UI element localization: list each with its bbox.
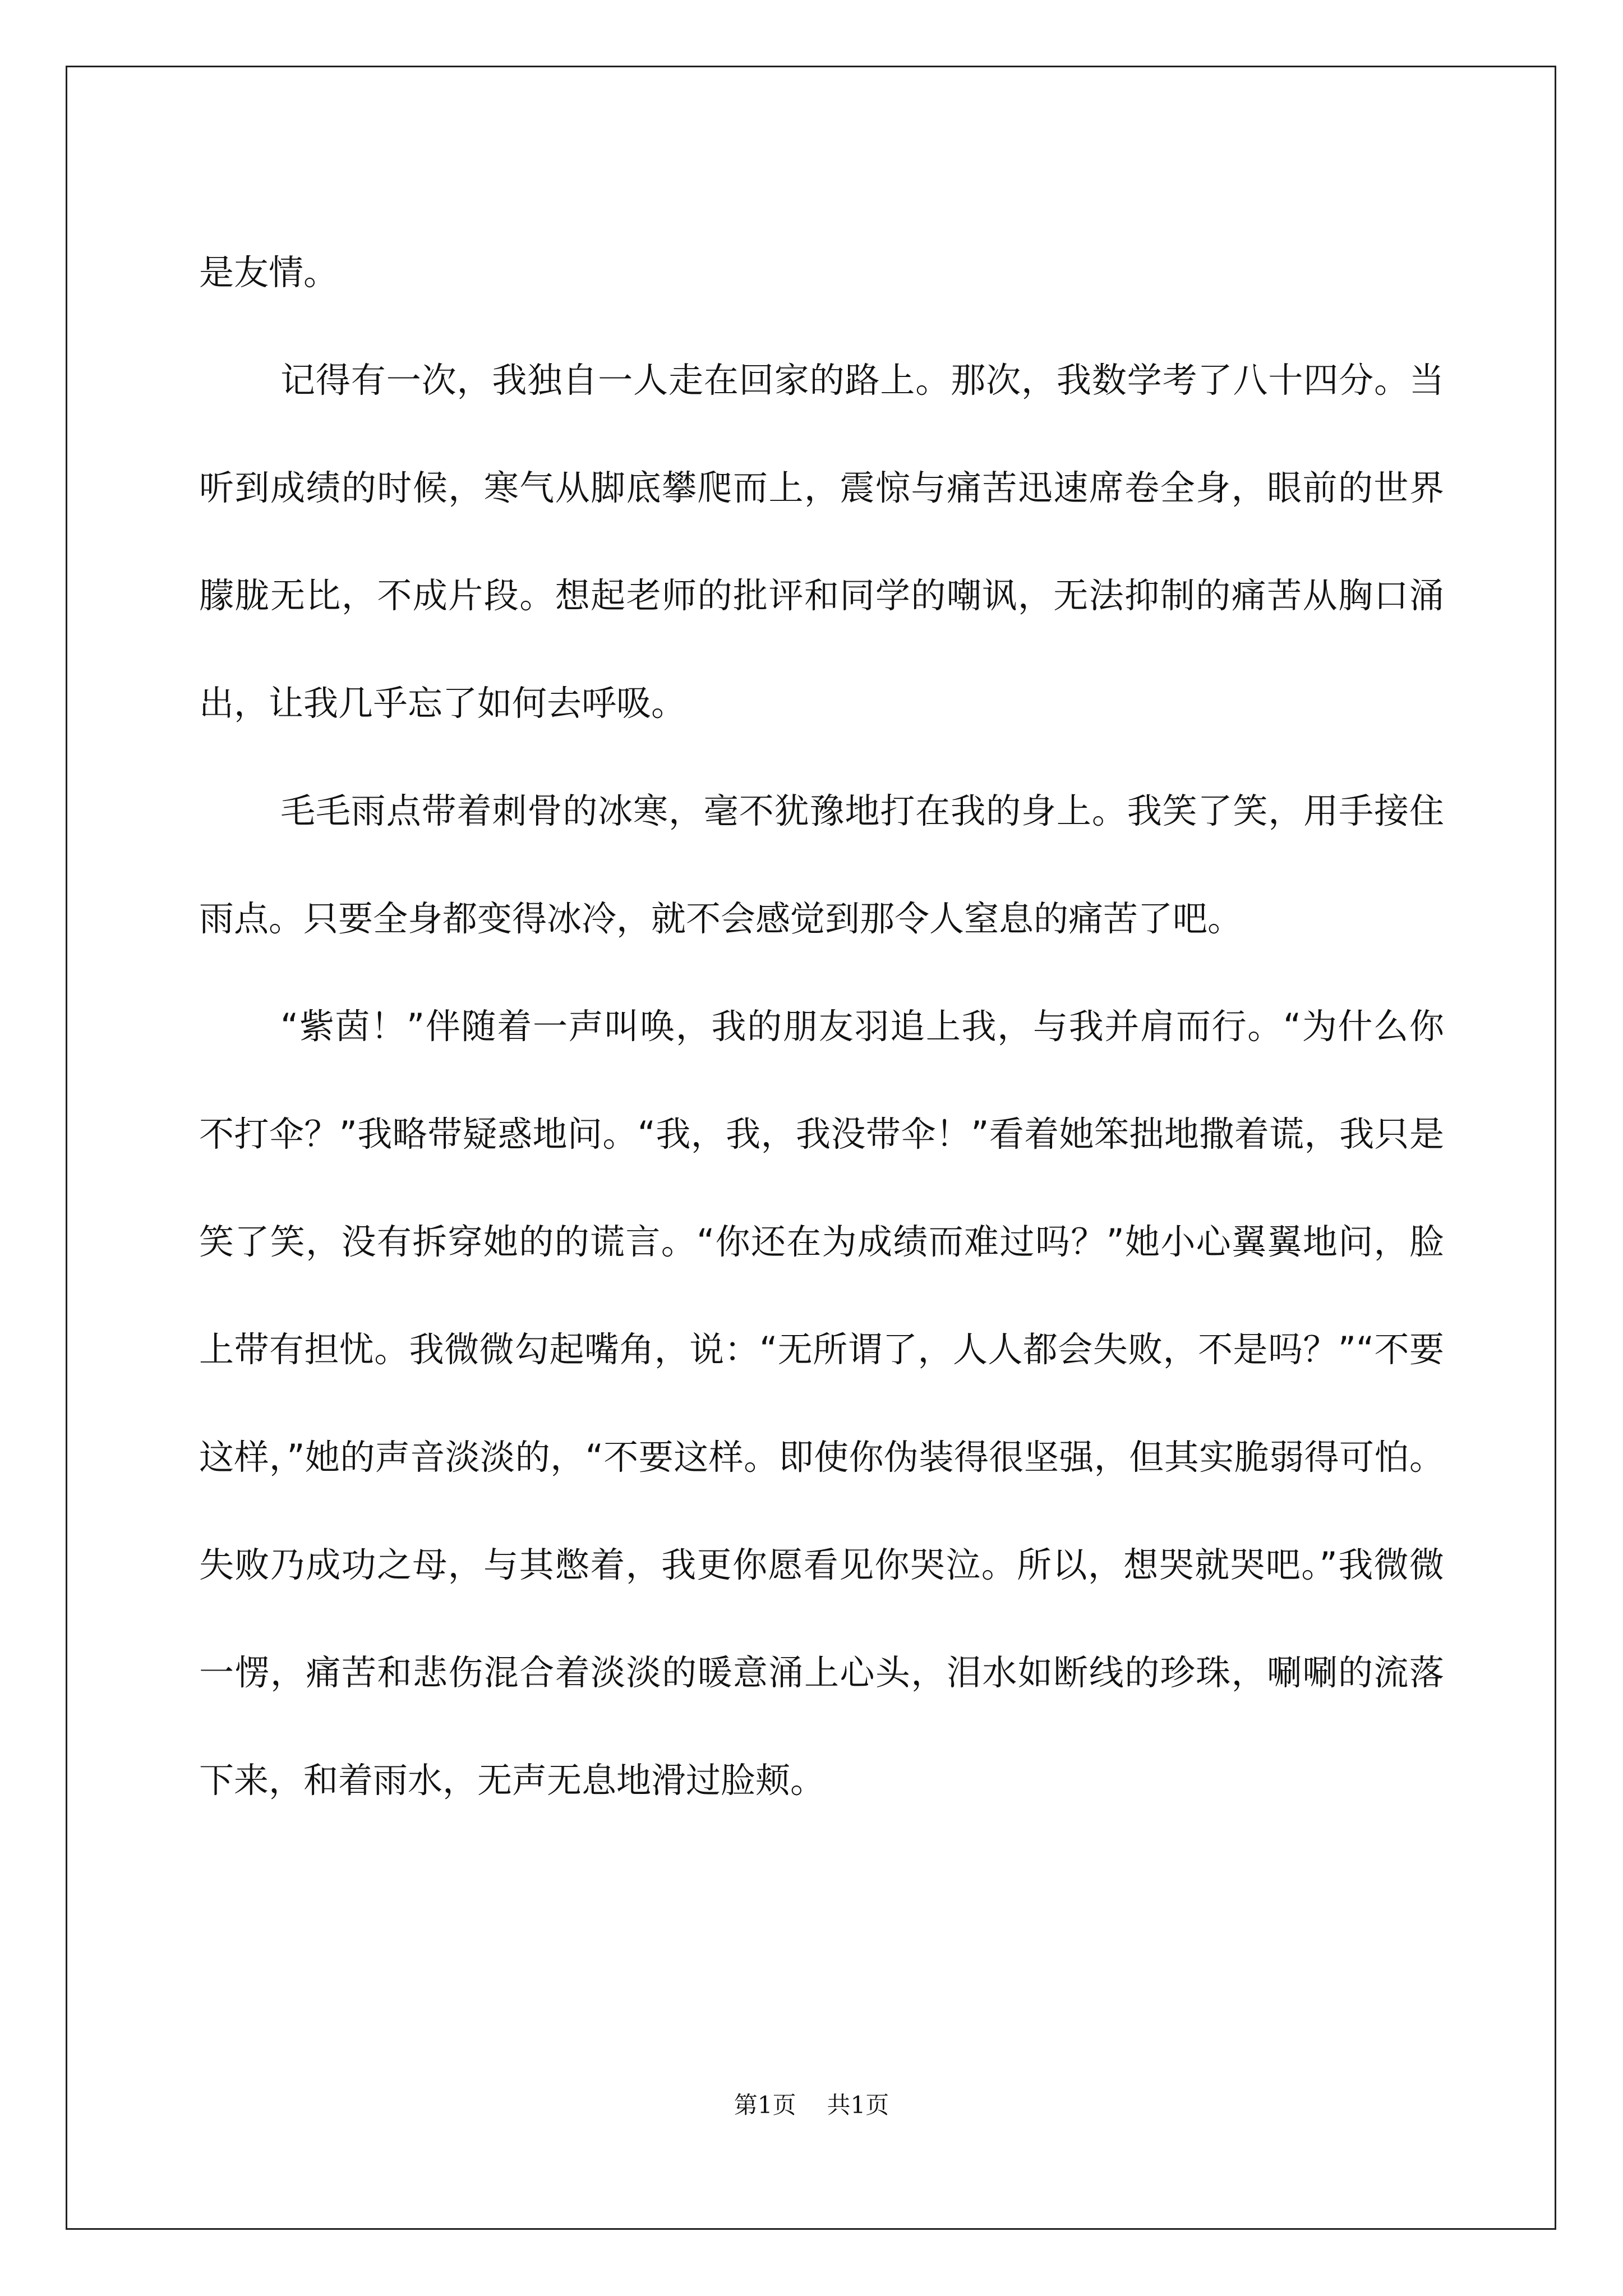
paragraph-continuation: 是友情。 xyxy=(199,252,339,293)
paragraph-2: 毛毛雨点带着刺骨的冰寒，毫不犹豫地打在我的身上。我笑了笑，用手接住雨点。只要全身都变得冰冷，就不会感觉到那令人窒息的痛苦了吧。 xyxy=(199,790,1444,939)
paragraph-1: 记得有一次，我独自一人走在回家的路上。那次，我数学考了八十四分。当听到成绩的时候，寒气从脚底攀爬而上，震惊与痛苦迅速席卷全身，眼前的世界朦胧无比，不成片段。想起老师的批评和同学的嘲讽，无法抑制的痛苦从胸口涌出，让我几乎忘了如何去呼吸。 xyxy=(199,360,1444,724)
page-number: 第1页 xyxy=(734,2091,796,2119)
paragraph-3: “紫茵！”伴随着一声叫唤，我的朋友羽追上我，与我并肩而行。“为什么你不打伞？”我略带疑惑地问。“我，我，我没带伞！”看着她笨拙地撒着谎，我只是笑了笑，没有拆穿她的的谎言。“你还在为成绩而难过吗？”她小心翼翼地问，脸上带有担忧。我微微勾起嘴角，说：“无所谓了，人人都会失败，不是吗？”“不要这样，”她的声音淡淡的，“不要这样。即使你伪装得很坚强，但其实脆弱得可怕。失败乃成功之母，与其憋着，我更你愿看见你哭泣。所以，想哭就哭吧。”我微微一愣，痛苦和悲伤混合着淡淡的暖意涌上心头，泪水如断线的珍珠，唰唰的流落下来，和着雨水，无声无息地滑过脸颊。 xyxy=(199,1006,1444,1801)
page-total: 共1页 xyxy=(827,2091,889,2119)
document-body xyxy=(199,219,1444,1834)
page-footer xyxy=(0,2087,1623,2120)
